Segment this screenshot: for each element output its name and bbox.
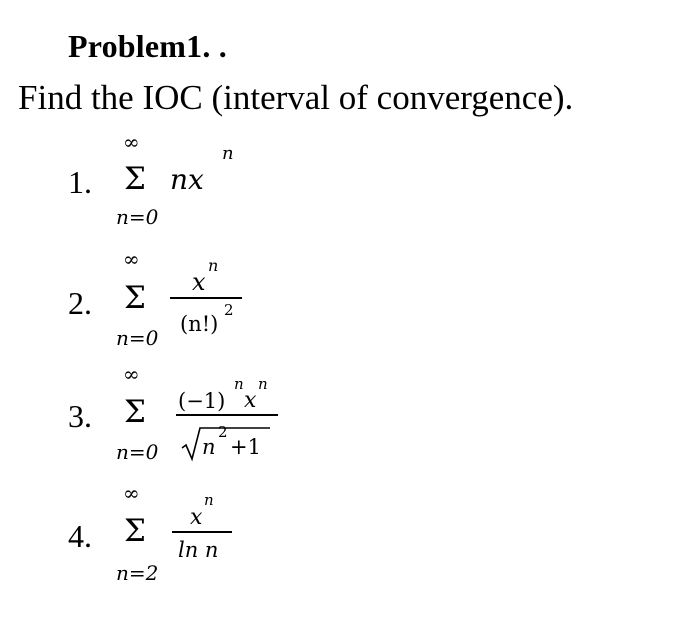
fraction-bar xyxy=(172,531,232,533)
fraction-bar xyxy=(176,414,278,416)
sigma-symbol: Σ xyxy=(124,280,146,316)
numerator-term: x xyxy=(190,505,203,530)
numerator-sign-exponent: n xyxy=(234,375,244,393)
sum-lower-limit: n=2 xyxy=(116,561,159,585)
fraction-bar xyxy=(170,297,242,299)
sigma-symbol: Σ xyxy=(124,161,146,197)
series-term: nx xyxy=(170,163,204,196)
sum-upper-limit: ∞ xyxy=(123,247,140,271)
numerator-x-exponent: n xyxy=(258,375,268,393)
denominator-term: (n!) xyxy=(180,312,219,336)
problem-number: 2. xyxy=(68,285,92,321)
problem-title: Problem1. . xyxy=(68,28,227,64)
numerator-x-term: x xyxy=(244,388,257,413)
term-exponent: n xyxy=(222,143,234,164)
problem-number: 1. xyxy=(68,164,92,200)
denominator-tail: +1 xyxy=(230,435,261,459)
denominator-exponent: 2 xyxy=(224,301,234,319)
sum-lower-limit: n=0 xyxy=(116,326,159,350)
sum-upper-limit: ∞ xyxy=(123,130,140,154)
sum-lower-limit: n=0 xyxy=(116,440,159,464)
numerator-sign-term: (−1) xyxy=(178,389,226,413)
numerator-exponent: n xyxy=(208,256,219,275)
numerator-term: x xyxy=(192,268,206,296)
sigma-symbol: Σ xyxy=(124,513,146,549)
sigma-symbol: Σ xyxy=(124,394,146,430)
problem-number: 3. xyxy=(68,398,92,434)
numerator-exponent: n xyxy=(204,491,214,509)
problem-number: 4. xyxy=(68,518,92,554)
sum-lower-limit: n=0 xyxy=(116,205,159,229)
denominator-exponent: 2 xyxy=(218,423,228,441)
denominator-term: ln n xyxy=(178,538,219,562)
denominator-term: n xyxy=(202,435,216,459)
sum-upper-limit: ∞ xyxy=(123,362,140,386)
sum-upper-limit: ∞ xyxy=(123,481,140,505)
instruction-text: Find the IOC (interval of convergence). xyxy=(18,78,574,117)
